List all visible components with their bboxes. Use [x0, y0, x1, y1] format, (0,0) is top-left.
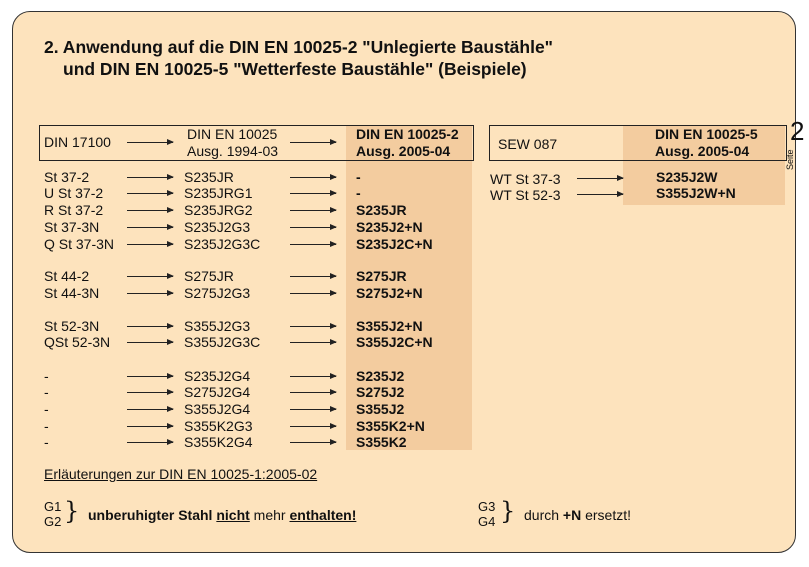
row-new-designation: S355J2+N — [356, 318, 423, 334]
title-line-2: und DIN EN 10025-5 "Wetterfeste Baustähle" (Beispiele) — [63, 59, 527, 79]
row-mid-designation: S355J2G3C — [184, 334, 261, 350]
row-arrow-1 — [127, 177, 173, 178]
row-mid-designation: S235J2G3 — [184, 219, 251, 235]
row-arrow-1 — [127, 426, 173, 427]
row-arrow-2 — [290, 193, 336, 194]
row-arrow-2 — [290, 392, 336, 393]
row-mid-designation: S235JRG2 — [184, 202, 253, 218]
header-sew087: SEW 087 — [498, 136, 558, 152]
row-arrow-2 — [290, 276, 336, 277]
row-mid-designation: S355K2G3 — [184, 418, 253, 434]
row-arrow-1 — [127, 409, 173, 410]
row-arrow-1 — [127, 276, 173, 277]
row-mid-designation: S235JRG1 — [184, 185, 253, 201]
row-old-designation: QSt 52-3N — [44, 334, 111, 350]
row-arrow-1 — [127, 210, 173, 211]
row-arrow-2 — [290, 326, 336, 327]
row-arrow-1 — [127, 326, 173, 327]
row-new-designation: S235J2C+N — [356, 236, 433, 252]
row-arrow-1 — [127, 293, 173, 294]
row-new-designation: S235JR — [356, 202, 407, 218]
note-g2: G2 — [44, 514, 62, 529]
page-label: Seite — [785, 149, 795, 170]
row-new-designation: S355J2 — [356, 401, 405, 417]
note-left-text: unberuhigter Stahl nicht mehr enthalten! — [88, 507, 357, 523]
row-new-designation: S355K2 — [356, 434, 407, 450]
row-old-designation: U St 37-2 — [44, 185, 104, 201]
row-arrow-2 — [290, 376, 336, 377]
header-arrow-2 — [290, 142, 336, 143]
header-ausg-2005: Ausg. 2005-04 — [356, 143, 451, 159]
row-arrow-2 — [290, 426, 336, 427]
row-mid-designation: S355K2G4 — [184, 434, 253, 450]
row-old-designation: St 44-2 — [44, 268, 90, 284]
right-row-old: WT St 37-3 — [490, 171, 561, 187]
row-mid-designation: S275JR — [184, 268, 234, 284]
row-new-designation: S235J2 — [356, 368, 405, 384]
header-din17100: DIN 17100 — [44, 134, 111, 150]
right-row-new: S235J2W — [656, 169, 718, 185]
row-new-designation: S235J2+N — [356, 219, 423, 235]
row-arrow-2 — [290, 342, 336, 343]
row-old-designation: - — [44, 368, 49, 384]
row-arrow-1 — [127, 342, 173, 343]
row-arrow-2 — [290, 177, 336, 178]
slide-title — [44, 36, 553, 80]
header-din-en-10025-5: DIN EN 10025-5 — [655, 126, 758, 142]
page-number: 2 — [790, 116, 805, 146]
header-ausg-1994: Ausg. 1994-03 — [187, 143, 279, 159]
row-mid-designation: S235JR — [184, 169, 234, 185]
row-arrow-2 — [290, 227, 336, 228]
header-din-en-10025: DIN EN 10025 — [187, 126, 278, 142]
note-g1: G1 — [44, 499, 62, 514]
brace-right: } — [500, 497, 516, 525]
row-old-designation: Q St 37-3N — [44, 236, 115, 252]
row-mid-designation: S355J2G4 — [184, 401, 251, 417]
row-arrow-2 — [290, 409, 336, 410]
header-arrow-1 — [127, 142, 173, 143]
row-mid-designation: S275J2G3 — [184, 285, 251, 301]
row-arrow-1 — [127, 227, 173, 228]
title-line-1: 2. Anwendung auf die DIN EN 10025-2 "Unlegierte Baustähle" — [44, 37, 553, 57]
row-old-designation: St 37-3N — [44, 219, 100, 235]
row-old-designation: - — [44, 418, 49, 434]
row-mid-designation: S355J2G3 — [184, 318, 251, 334]
right-row-new: S355J2W+N — [656, 185, 736, 201]
row-mid-designation: S235J2G4 — [184, 368, 251, 384]
note-right-text: durch +N ersetzt! — [524, 507, 632, 523]
row-arrow-1 — [127, 442, 173, 443]
row-old-designation: - — [44, 401, 49, 417]
row-arrow-2 — [290, 244, 336, 245]
row-new-designation: S275J2+N — [356, 285, 423, 301]
row-arrow-2 — [290, 293, 336, 294]
note-g4: G4 — [478, 514, 496, 529]
row-new-designation: S355K2+N — [356, 418, 425, 434]
right-row-old: WT St 52-3 — [490, 187, 561, 203]
header-ausg-2005-right: Ausg. 2005-04 — [655, 143, 750, 159]
row-new-designation: S355J2C+N — [356, 334, 433, 350]
right-row-arrow — [577, 178, 623, 179]
brace-left: } — [64, 497, 80, 525]
row-old-designation: St 37-2 — [44, 169, 90, 185]
row-arrow-1 — [127, 376, 173, 377]
row-mid-designation: S275J2G4 — [184, 384, 251, 400]
row-new-designation: S275JR — [356, 268, 407, 284]
row-new-designation: - — [356, 169, 361, 185]
row-mid-designation: S235J2G3C — [184, 236, 261, 252]
notes-heading: Erläuterungen zur DIN EN 10025-1:2005-02 — [44, 466, 318, 482]
row-new-designation: S275J2 — [356, 384, 405, 400]
row-old-designation: St 52-3N — [44, 318, 100, 334]
row-arrow-1 — [127, 244, 173, 245]
row-arrow-1 — [127, 193, 173, 194]
row-old-designation: St 44-3N — [44, 285, 100, 301]
row-arrow-1 — [127, 392, 173, 393]
row-new-designation: - — [356, 185, 361, 201]
row-arrow-2 — [290, 210, 336, 211]
note-g3: G3 — [478, 499, 496, 514]
row-old-designation: R St 37-2 — [44, 202, 104, 218]
row-old-designation: - — [44, 384, 49, 400]
row-old-designation: - — [44, 434, 49, 450]
row-arrow-2 — [290, 442, 336, 443]
right-row-arrow — [577, 194, 623, 195]
header-din-en-10025-2: DIN EN 10025-2 — [356, 126, 459, 142]
